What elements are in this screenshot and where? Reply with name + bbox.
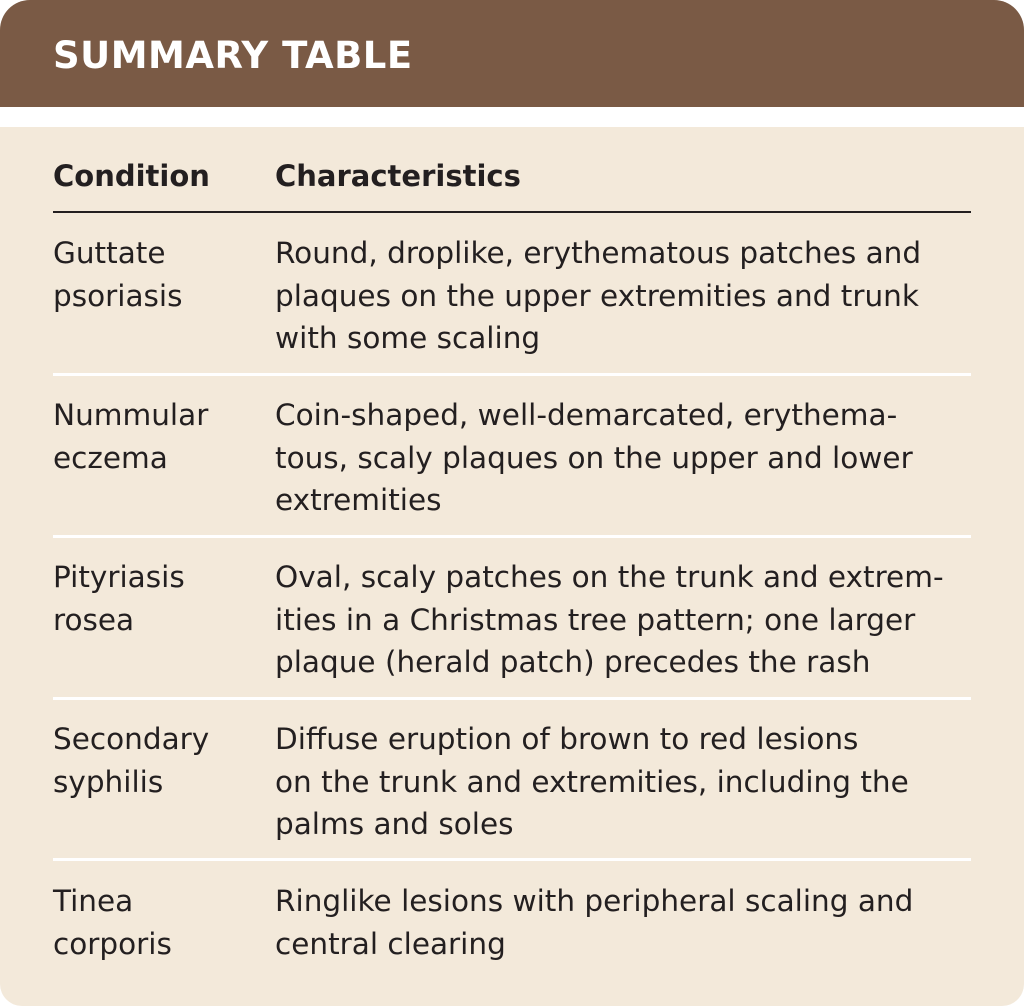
condition-cell: Pityriasis rosea [53, 560, 185, 637]
column-header-characteristics: Characteristics [275, 159, 521, 193]
characteristics-cell: Oval, scaly patches on the trunk and extrem- ities in a Christmas tree pattern; one larger plaque (herald patch) precedes the rash [275, 560, 944, 679]
row-divider [53, 697, 971, 700]
characteristics-cell: Ringlike lesions with peripheral scaling and central clearing [275, 884, 914, 961]
header-gap [0, 107, 1024, 127]
characteristics-cell: Coin-shaped, well-demarcated, erythema- tous, scaly plaques on the upper and lower extremities [275, 398, 913, 517]
column-header-condition: Condition [53, 159, 210, 193]
condition-cell: Nummular eczema [53, 398, 209, 475]
row-divider [53, 535, 971, 538]
condition-cell: Secondary syphilis [53, 722, 210, 799]
header-divider [53, 211, 971, 213]
row-divider [53, 858, 971, 861]
condition-cell: Tinea corporis [53, 884, 172, 961]
table-title: SUMMARY TABLE [53, 34, 413, 77]
row-divider [53, 373, 971, 376]
table-header-bar [0, 0, 1024, 107]
characteristics-cell: Diffuse eruption of brown to red lesions on the trunk and extremities, including the palms and soles [275, 722, 909, 841]
condition-cell: Guttate psoriasis [53, 236, 183, 313]
characteristics-cell: Round, droplike, erythematous patches and plaques on the upper extremities and trunk with some scaling [275, 236, 922, 355]
